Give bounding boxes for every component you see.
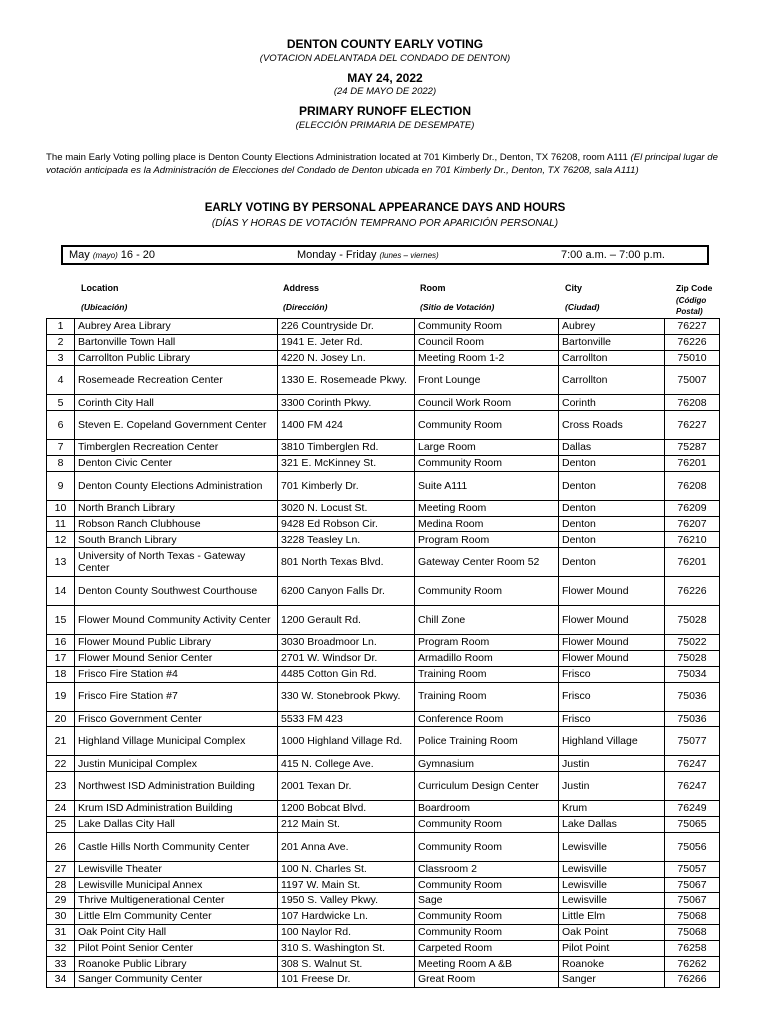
location-cell: Frisco Government Center bbox=[75, 711, 278, 727]
room-cell: Community Room bbox=[415, 577, 559, 606]
table-row bbox=[47, 682, 720, 711]
address-cell: 1330 E. Rosemeade Pkwy. bbox=[278, 366, 415, 395]
row-number: 32 bbox=[47, 940, 75, 956]
city-cell: Frisco bbox=[559, 682, 665, 711]
location-cell: Carrollton Public Library bbox=[75, 350, 278, 366]
zip-cell: 76266 bbox=[665, 972, 720, 988]
zip-cell: 75010 bbox=[665, 350, 720, 366]
zip-cell: 75028 bbox=[665, 650, 720, 666]
zip-cell: 76208 bbox=[665, 395, 720, 411]
location-cell: Roanoke Public Library bbox=[75, 956, 278, 972]
table-row bbox=[47, 516, 720, 532]
room-cell: Large Room bbox=[415, 440, 559, 456]
col-header-zip-es-1: (Código bbox=[676, 296, 707, 305]
city-cell: Little Elm bbox=[559, 909, 665, 925]
room-cell: Carpeted Room bbox=[415, 940, 559, 956]
location-cell: Aubrey Area Library bbox=[75, 319, 278, 335]
zip-cell: 76262 bbox=[665, 956, 720, 972]
room-cell: Armadillo Room bbox=[415, 650, 559, 666]
zip-cell: 76210 bbox=[665, 532, 720, 548]
col-header-address: Address bbox=[283, 283, 320, 293]
address-cell: 101 Freese Dr. bbox=[278, 972, 415, 988]
zip-cell: 75067 bbox=[665, 893, 720, 909]
intro-en: The main Early Voting polling place is Denton County Elections Administration located at 701 Kimberly Dr., Denton, TX 76208, room A111 bbox=[46, 152, 628, 163]
location-cell: Lewisville Municipal Annex bbox=[75, 877, 278, 893]
table-row bbox=[47, 940, 720, 956]
city-cell: Cross Roads bbox=[559, 411, 665, 440]
intro-paragraph bbox=[46, 152, 726, 177]
table-row bbox=[47, 816, 720, 832]
row-number: 12 bbox=[47, 532, 75, 548]
zip-cell: 76226 bbox=[665, 334, 720, 350]
row-number: 34 bbox=[47, 972, 75, 988]
room-cell: Council Room bbox=[415, 334, 559, 350]
row-number: 28 bbox=[47, 877, 75, 893]
table-row bbox=[47, 577, 720, 606]
row-number: 25 bbox=[47, 816, 75, 832]
row-number: 30 bbox=[47, 909, 75, 925]
address-cell: 212 Main St. bbox=[278, 816, 415, 832]
location-cell: Justin Municipal Complex bbox=[75, 756, 278, 772]
room-cell: Meeting Room A &B bbox=[415, 956, 559, 972]
col-header-address-es: (Dirección) bbox=[283, 302, 328, 312]
row-number: 24 bbox=[47, 801, 75, 817]
zip-cell: 75057 bbox=[665, 861, 720, 877]
address-cell: 100 Naylor Rd. bbox=[278, 924, 415, 940]
address-cell: 9428 Ed Robson Cir. bbox=[278, 516, 415, 532]
election-name-es: (ELECCIÓN PRIMARIA DE DESEMPATE) bbox=[295, 120, 475, 131]
room-cell: Sage bbox=[415, 893, 559, 909]
row-number: 5 bbox=[47, 395, 75, 411]
table-row bbox=[47, 772, 720, 801]
location-cell: Lewisville Theater bbox=[75, 861, 278, 877]
location-cell: Highland Village Municipal Complex bbox=[75, 727, 278, 756]
city-cell: Lewisville bbox=[559, 861, 665, 877]
zip-cell: 75007 bbox=[665, 366, 720, 395]
address-cell: 3300 Corinth Pkwy. bbox=[278, 395, 415, 411]
room-cell: Community Room bbox=[415, 909, 559, 925]
table-row bbox=[47, 861, 720, 877]
table-row bbox=[47, 548, 720, 577]
location-cell: Denton County Elections Administration bbox=[75, 471, 278, 500]
room-cell: Community Room bbox=[415, 924, 559, 940]
row-number: 14 bbox=[47, 577, 75, 606]
address-cell: 1200 Bobcat Blvd. bbox=[278, 801, 415, 817]
address-cell: 3030 Broadmoor Ln. bbox=[278, 635, 415, 651]
row-number: 20 bbox=[47, 711, 75, 727]
zip-cell: 76209 bbox=[665, 500, 720, 516]
room-cell: Gateway Center Room 52 bbox=[415, 548, 559, 577]
table-row bbox=[47, 801, 720, 817]
zip-cell: 75056 bbox=[665, 832, 720, 861]
city-cell: Frisco bbox=[559, 711, 665, 727]
location-cell: Oak Point City Hall bbox=[75, 924, 278, 940]
room-cell: Conference Room bbox=[415, 711, 559, 727]
city-cell: Carrollton bbox=[559, 366, 665, 395]
city-cell: Bartonville bbox=[559, 334, 665, 350]
location-cell: Denton County Southwest Courthouse bbox=[75, 577, 278, 606]
room-cell: Community Room bbox=[415, 816, 559, 832]
zip-cell: 76247 bbox=[665, 756, 720, 772]
row-number: 33 bbox=[47, 956, 75, 972]
table-row bbox=[47, 711, 720, 727]
table-row bbox=[47, 411, 720, 440]
col-header-location-es: (Ubicación) bbox=[81, 302, 128, 312]
city-cell: Denton bbox=[559, 455, 665, 471]
row-number: 8 bbox=[47, 455, 75, 471]
city-cell: Highland Village bbox=[559, 727, 665, 756]
address-cell: 1200 Gerault Rd. bbox=[278, 606, 415, 635]
section-title: EARLY VOTING BY PERSONAL APPEARANCE DAYS AND HOURS bbox=[204, 202, 566, 214]
address-cell: 226 Countryside Dr. bbox=[278, 319, 415, 335]
room-cell: Gymnasium bbox=[415, 756, 559, 772]
table-row bbox=[47, 471, 720, 500]
room-cell: Suite A111 bbox=[415, 471, 559, 500]
zip-cell: 75036 bbox=[665, 682, 720, 711]
location-cell: Denton Civic Center bbox=[75, 455, 278, 471]
city-cell: Flower Mound bbox=[559, 635, 665, 651]
row-number: 22 bbox=[47, 756, 75, 772]
voting-period-box bbox=[61, 245, 709, 265]
address-cell: 201 Anna Ave. bbox=[278, 832, 415, 861]
zip-cell: 76227 bbox=[665, 411, 720, 440]
location-cell: Pilot Point Senior Center bbox=[75, 940, 278, 956]
election-date: MAY 24, 2022 bbox=[347, 71, 423, 85]
city-cell: Roanoke bbox=[559, 956, 665, 972]
table-row bbox=[47, 893, 720, 909]
room-cell: Community Room bbox=[415, 319, 559, 335]
city-cell: Carrollton bbox=[559, 350, 665, 366]
room-cell: Classroom 2 bbox=[415, 861, 559, 877]
zip-cell: 75065 bbox=[665, 816, 720, 832]
address-cell: 321 E. McKinney St. bbox=[278, 455, 415, 471]
room-cell: Meeting Room 1-2 bbox=[415, 350, 559, 366]
room-cell: Training Room bbox=[415, 682, 559, 711]
row-number: 16 bbox=[47, 635, 75, 651]
row-number: 21 bbox=[47, 727, 75, 756]
city-cell: Lewisville bbox=[559, 893, 665, 909]
doc-title-es: (VOTACION ADELANTADA DEL CONDADO DE DENTON) bbox=[259, 53, 511, 64]
table-row bbox=[47, 972, 720, 988]
location-cell: Thrive Multigenerational Center bbox=[75, 893, 278, 909]
city-cell: Corinth bbox=[559, 395, 665, 411]
room-cell: Great Room bbox=[415, 972, 559, 988]
city-cell: Oak Point bbox=[559, 924, 665, 940]
city-cell: Flower Mound bbox=[559, 606, 665, 635]
location-cell: Frisco Fire Station #7 bbox=[75, 682, 278, 711]
location-cell: University of North Texas - Gateway Center bbox=[75, 548, 278, 577]
table-row bbox=[47, 319, 720, 335]
location-cell: Castle Hills North Community Center bbox=[75, 832, 278, 861]
col-header-location: Location bbox=[81, 283, 119, 293]
address-cell: 4220 N. Josey Ln. bbox=[278, 350, 415, 366]
table-row bbox=[47, 635, 720, 651]
zip-cell: 75068 bbox=[665, 924, 720, 940]
row-number: 4 bbox=[47, 366, 75, 395]
col-header-room-es: (Sitio de Votación) bbox=[420, 302, 495, 312]
table-row bbox=[47, 666, 720, 682]
city-cell: Flower Mound bbox=[559, 650, 665, 666]
table-row bbox=[47, 395, 720, 411]
table-row bbox=[47, 440, 720, 456]
room-cell: Meeting Room bbox=[415, 500, 559, 516]
doc-title: DENTON COUNTY EARLY VOTING bbox=[286, 37, 484, 51]
table-row bbox=[47, 455, 720, 471]
location-cell: Frisco Fire Station #4 bbox=[75, 666, 278, 682]
city-cell: Denton bbox=[559, 471, 665, 500]
room-cell: Police Training Room bbox=[415, 727, 559, 756]
row-number: 17 bbox=[47, 650, 75, 666]
address-cell: 310 S. Washington St. bbox=[278, 940, 415, 956]
location-cell: Flower Mound Community Activity Center bbox=[75, 606, 278, 635]
period-dates: May (mayo) 16 - 20 bbox=[69, 249, 156, 261]
location-cell: Steven E. Copeland Government Center bbox=[75, 411, 278, 440]
zip-cell: 76207 bbox=[665, 516, 720, 532]
room-cell: Program Room bbox=[415, 532, 559, 548]
table-row bbox=[47, 877, 720, 893]
intro-es: (El principal lugar de votación anticipada es la Administración de Elecciones del Condado de Denton ubicada en 701 Kimberly Dr., Denton, TX 76208, sala A111) bbox=[46, 152, 718, 176]
city-cell: Denton bbox=[559, 532, 665, 548]
row-number: 27 bbox=[47, 861, 75, 877]
location-cell: Northwest ISD Administration Building bbox=[75, 772, 278, 801]
city-cell: Denton bbox=[559, 500, 665, 516]
address-cell: 3228 Teasley Ln. bbox=[278, 532, 415, 548]
address-cell: 1950 S. Valley Pkwy. bbox=[278, 893, 415, 909]
col-header-zip: Zip Code bbox=[676, 283, 713, 293]
location-cell: Krum ISD Administration Building bbox=[75, 801, 278, 817]
address-cell: 5533 FM 423 bbox=[278, 711, 415, 727]
address-cell: 1000 Highland Village Rd. bbox=[278, 727, 415, 756]
zip-cell: 76247 bbox=[665, 772, 720, 801]
table-row bbox=[47, 334, 720, 350]
city-cell: Flower Mound bbox=[559, 577, 665, 606]
table-row bbox=[47, 909, 720, 925]
period-hours: 7:00 a.m. – 7:00 p.m. bbox=[561, 249, 665, 261]
room-cell: Chill Zone bbox=[415, 606, 559, 635]
room-cell: Front Lounge bbox=[415, 366, 559, 395]
zip-cell: 75022 bbox=[665, 635, 720, 651]
location-cell: Lake Dallas City Hall bbox=[75, 816, 278, 832]
row-number: 11 bbox=[47, 516, 75, 532]
row-number: 29 bbox=[47, 893, 75, 909]
row-number: 3 bbox=[47, 350, 75, 366]
zip-cell: 76249 bbox=[665, 801, 720, 817]
polling-sites-body bbox=[47, 319, 720, 988]
location-cell: South Branch Library bbox=[75, 532, 278, 548]
zip-cell: 76226 bbox=[665, 577, 720, 606]
row-number: 26 bbox=[47, 832, 75, 861]
city-cell: Justin bbox=[559, 756, 665, 772]
col-header-city-es: (Ciudad) bbox=[565, 302, 600, 312]
city-cell: Sanger bbox=[559, 972, 665, 988]
table-row bbox=[47, 727, 720, 756]
zip-cell: 76208 bbox=[665, 471, 720, 500]
room-cell: Community Room bbox=[415, 832, 559, 861]
city-cell: Aubrey bbox=[559, 319, 665, 335]
table-row bbox=[47, 500, 720, 516]
location-cell: Corinth City Hall bbox=[75, 395, 278, 411]
row-number: 2 bbox=[47, 334, 75, 350]
city-cell: Lewisville bbox=[559, 877, 665, 893]
location-cell: Little Elm Community Center bbox=[75, 909, 278, 925]
row-number: 19 bbox=[47, 682, 75, 711]
address-cell: 4485 Cotton Gin Rd. bbox=[278, 666, 415, 682]
zip-cell: 75077 bbox=[665, 727, 720, 756]
address-cell: 107 Hardwicke Ln. bbox=[278, 909, 415, 925]
room-cell: Council Work Room bbox=[415, 395, 559, 411]
room-cell: Community Room bbox=[415, 877, 559, 893]
location-cell: Rosemeade Recreation Center bbox=[75, 366, 278, 395]
col-header-city: City bbox=[565, 283, 583, 293]
row-number: 6 bbox=[47, 411, 75, 440]
address-cell: 3020 N. Locust St. bbox=[278, 500, 415, 516]
city-cell: Justin bbox=[559, 772, 665, 801]
col-header-room: Room bbox=[420, 283, 446, 293]
address-cell: 801 North Texas Blvd. bbox=[278, 548, 415, 577]
city-cell: Krum bbox=[559, 801, 665, 817]
table-row bbox=[47, 924, 720, 940]
election-name: PRIMARY RUNOFF ELECTION bbox=[298, 104, 471, 118]
city-cell: Dallas bbox=[559, 440, 665, 456]
row-number: 7 bbox=[47, 440, 75, 456]
table-row bbox=[47, 956, 720, 972]
address-cell: 100 N. Charles St. bbox=[278, 861, 415, 877]
table-row bbox=[47, 606, 720, 635]
city-cell: Frisco bbox=[559, 666, 665, 682]
location-cell: Flower Mound Senior Center bbox=[75, 650, 278, 666]
zip-cell: 75036 bbox=[665, 711, 720, 727]
address-cell: 2701 W. Windsor Dr. bbox=[278, 650, 415, 666]
zip-cell: 76201 bbox=[665, 455, 720, 471]
election-date-es: (24 DE MAYO DE 2022) bbox=[333, 86, 437, 97]
zip-cell: 76258 bbox=[665, 940, 720, 956]
table-row bbox=[47, 532, 720, 548]
room-cell: Training Room bbox=[415, 666, 559, 682]
row-number: 15 bbox=[47, 606, 75, 635]
table-row bbox=[47, 832, 720, 861]
col-header-zip-es-2: Postal) bbox=[676, 307, 703, 316]
city-cell: Lake Dallas bbox=[559, 816, 665, 832]
room-cell: Curriculum Design Center bbox=[415, 772, 559, 801]
address-cell: 3810 Timberglen Rd. bbox=[278, 440, 415, 456]
table-row bbox=[47, 366, 720, 395]
row-number: 18 bbox=[47, 666, 75, 682]
address-cell: 1400 FM 424 bbox=[278, 411, 415, 440]
zip-cell: 76227 bbox=[665, 319, 720, 335]
location-cell: Sanger Community Center bbox=[75, 972, 278, 988]
city-cell: Pilot Point bbox=[559, 940, 665, 956]
row-number: 31 bbox=[47, 924, 75, 940]
zip-cell: 75067 bbox=[665, 877, 720, 893]
table-row bbox=[47, 350, 720, 366]
room-cell: Community Room bbox=[415, 411, 559, 440]
room-cell: Boardroom bbox=[415, 801, 559, 817]
row-number: 13 bbox=[47, 548, 75, 577]
address-cell: 6200 Canyon Falls Dr. bbox=[278, 577, 415, 606]
table-row bbox=[47, 650, 720, 666]
location-cell: Timberglen Recreation Center bbox=[75, 440, 278, 456]
address-cell: 701 Kimberly Dr. bbox=[278, 471, 415, 500]
row-number: 10 bbox=[47, 500, 75, 516]
address-cell: 2001 Texan Dr. bbox=[278, 772, 415, 801]
room-cell: Community Room bbox=[415, 455, 559, 471]
section-title-es: (DÍAS Y HORAS DE VOTACIÓN TEMPRANO POR APARICIÓN PERSONAL) bbox=[211, 218, 559, 229]
city-cell: Lewisville bbox=[559, 832, 665, 861]
city-cell: Denton bbox=[559, 516, 665, 532]
period-days: Monday - Friday (lunes – viernes) bbox=[297, 249, 439, 261]
address-cell: 330 W. Stonebrook Pkwy. bbox=[278, 682, 415, 711]
zip-cell: 75028 bbox=[665, 606, 720, 635]
zip-cell: 76201 bbox=[665, 548, 720, 577]
room-cell: Medina Room bbox=[415, 516, 559, 532]
row-number: 9 bbox=[47, 471, 75, 500]
polling-sites-table bbox=[46, 318, 720, 988]
table-row bbox=[47, 756, 720, 772]
room-cell: Program Room bbox=[415, 635, 559, 651]
row-number: 23 bbox=[47, 772, 75, 801]
zip-cell: 75287 bbox=[665, 440, 720, 456]
row-number: 1 bbox=[47, 319, 75, 335]
zip-cell: 75068 bbox=[665, 909, 720, 925]
location-cell: Flower Mound Public Library bbox=[75, 635, 278, 651]
address-cell: 1941 E. Jeter Rd. bbox=[278, 334, 415, 350]
address-cell: 308 S. Walnut St. bbox=[278, 956, 415, 972]
address-cell: 415 N. College Ave. bbox=[278, 756, 415, 772]
location-cell: Bartonville Town Hall bbox=[75, 334, 278, 350]
address-cell: 1197 W. Main St. bbox=[278, 877, 415, 893]
location-cell: North Branch Library bbox=[75, 500, 278, 516]
location-cell: Robson Ranch Clubhouse bbox=[75, 516, 278, 532]
city-cell: Denton bbox=[559, 548, 665, 577]
zip-cell: 75034 bbox=[665, 666, 720, 682]
